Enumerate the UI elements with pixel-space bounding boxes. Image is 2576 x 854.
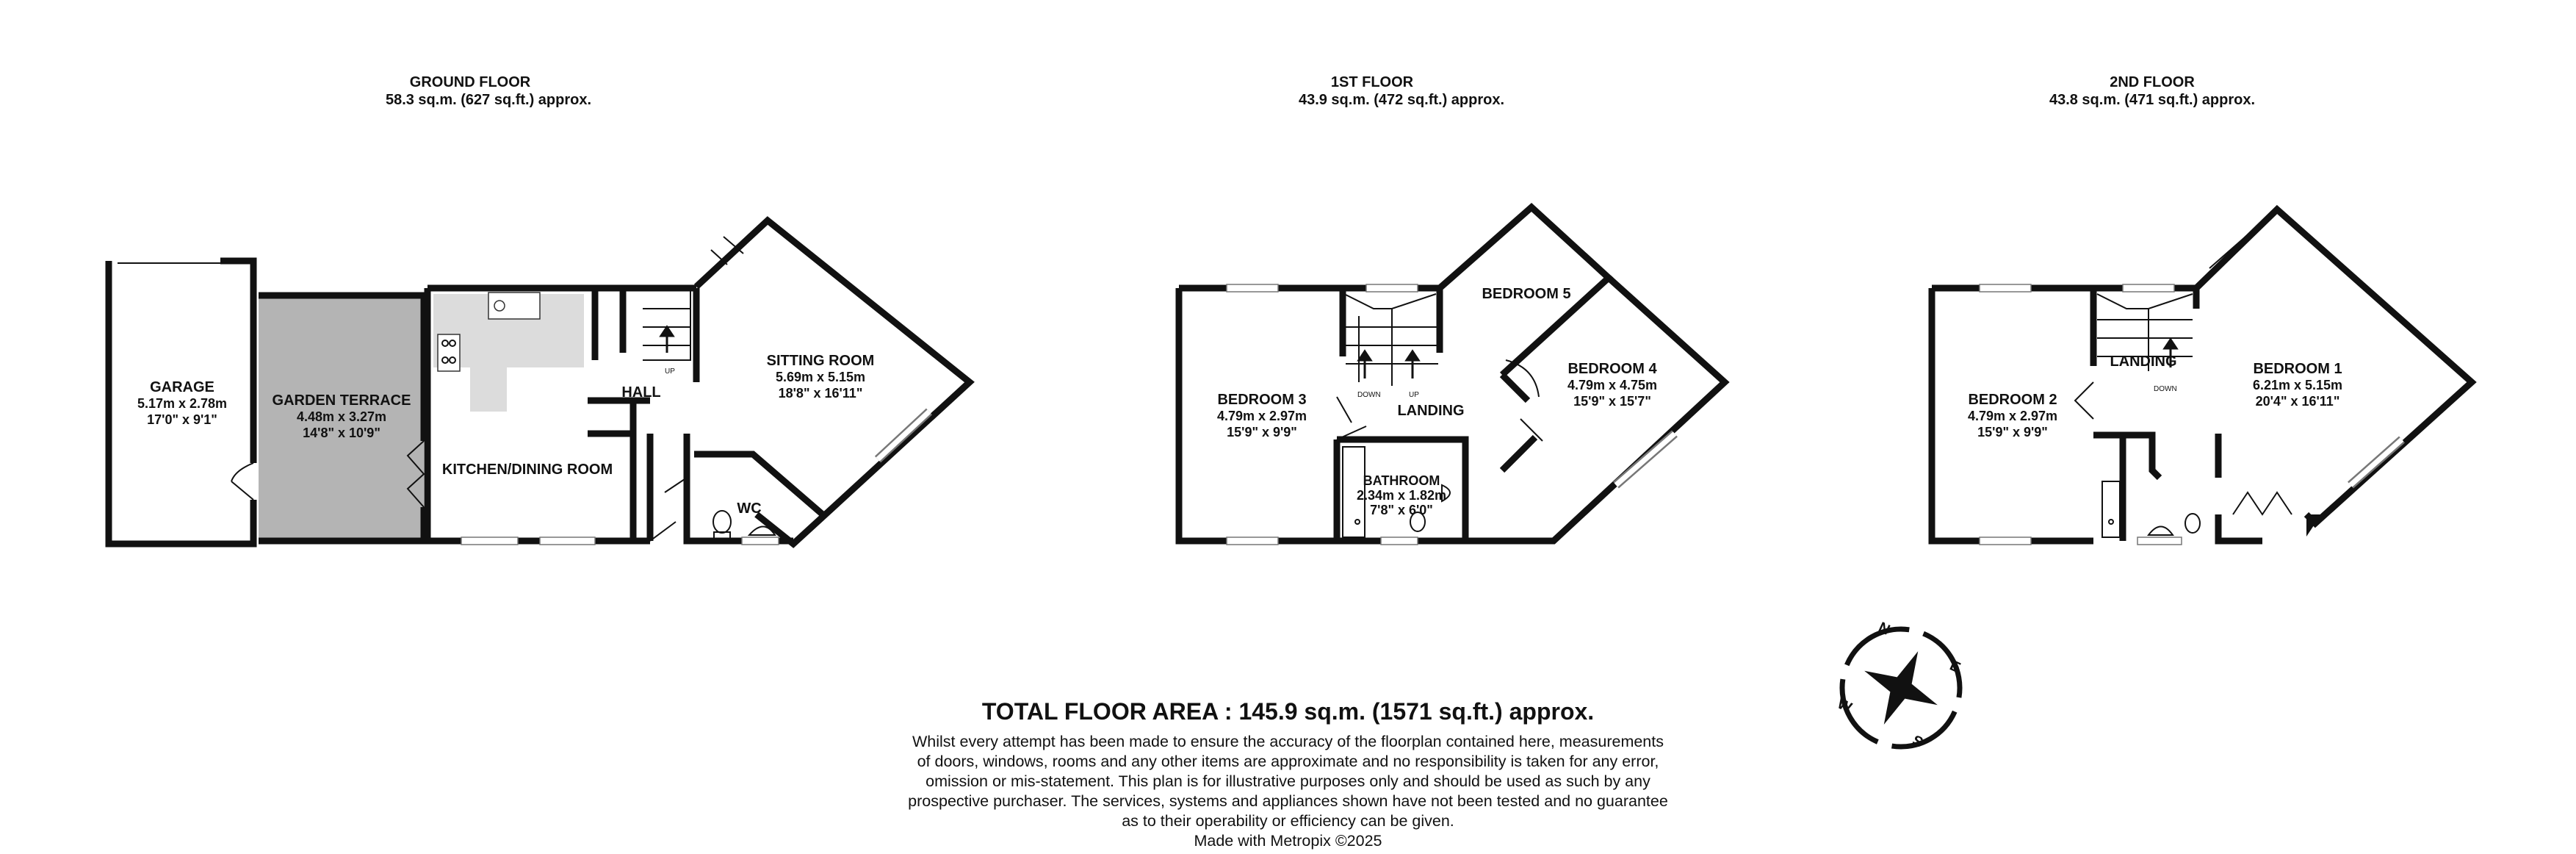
room-imperial-garage: 17'0" x 9'1" — [147, 412, 217, 427]
room-imperial-garden-terrace: 14'8" x 10'9" — [303, 426, 380, 440]
room-name-landing-first: LANDING — [1397, 403, 1465, 419]
compass-west: W — [1834, 695, 1855, 717]
compass-north: N — [1875, 619, 1893, 639]
room-metric-garage: 5.17m x 2.78m — [137, 396, 228, 411]
room-name-bedroom5: BEDROOM 5 — [1482, 286, 1571, 302]
room-name-sitting-room: SITTING ROOM — [766, 353, 875, 369]
room-metric-garden-terrace: 4.48m x 3.27m — [296, 409, 387, 424]
room-metric-sitting-room: 5.69m x 5.15m — [775, 370, 866, 384]
metropix-credit: Made with Metropix ©2025 — [1194, 832, 1382, 850]
stair-down-label: DOWN — [1357, 391, 1381, 399]
disclaimer-line: of doors, windows, rooms and any other items are approximate and no responsibility is taken for any error, — [917, 753, 1659, 770]
room-name-garage: GARAGE — [150, 379, 214, 395]
compass-south: S — [1909, 732, 1926, 752]
floor-title-second: 2ND FLOOR — [2110, 74, 2195, 90]
room-name-bedroom4: BEDROOM 4 — [1567, 361, 1657, 377]
room-imperial-bathroom: 7'8" x 6'0" — [1370, 503, 1433, 517]
disclaimer — [0, 732, 2576, 851]
disclaimer-line: as to their operability or efficiency can be given. — [1122, 812, 1454, 830]
room-name-garden-terrace: GARDEN TERRACE — [272, 392, 411, 409]
room-metric-bedroom4: 4.79m x 4.75m — [1567, 378, 1658, 392]
room-name-kitchen: KITCHEN/DINING ROOM — [441, 462, 613, 478]
disclaimer-line: Whilst every attempt has been made to ensure the accuracy of the floorplan contained here, measurements — [912, 733, 1664, 750]
room-imperial-bedroom1: 20'4" x 16'11" — [2255, 394, 2340, 409]
compass-east: E — [1947, 657, 1963, 677]
room-imperial-bedroom3: 15'9" x 9'9" — [1227, 425, 1297, 439]
floor-area-ground: 58.3 sq.m. (627 sq.ft.) approx. — [385, 92, 592, 108]
room-name-wc: WC — [737, 500, 762, 517]
room-name-bedroom3: BEDROOM 3 — [1217, 392, 1307, 408]
room-metric-bedroom1: 6.21m x 5.15m — [2252, 378, 2343, 392]
stair-up-label: UP — [665, 367, 675, 376]
room-name-bedroom1: BEDROOM 1 — [2253, 361, 2342, 377]
disclaimer-line: prospective purchaser. The services, systems and appliances shown have not been tested and no guarantee — [908, 792, 1668, 810]
floor-title-ground: GROUND FLOOR — [409, 74, 531, 90]
total-floor-area: TOTAL FLOOR AREA : 145.9 sq.m. (1571 sq.ft.) approx. — [981, 698, 1595, 725]
floor-area-first: 43.9 sq.m. (472 sq.ft.) approx. — [1298, 92, 1505, 108]
floor-title-first: 1ST FLOOR — [1330, 74, 1414, 90]
room-name-bedroom2: BEDROOM 2 — [1968, 392, 2057, 408]
hall-walls — [588, 288, 696, 541]
room-name-hall: HALL — [621, 384, 661, 401]
room-metric-bathroom: 2.34m x 1.82m — [1356, 488, 1447, 503]
disclaimer-line: omission or mis-statement. This plan is for illustrative purposes only and should be used as such by any — [926, 772, 1650, 790]
room-imperial-bedroom4: 15'9" x 15'7" — [1573, 394, 1651, 409]
room-imperial-sitting-room: 18'8" x 16'11" — [778, 386, 863, 401]
bedroom4-walls — [1465, 278, 1725, 541]
room-imperial-bedroom2: 15'9" x 9'9" — [1977, 425, 2048, 439]
compass-star-icon — [1847, 634, 1955, 742]
second-floor-plan — [1932, 209, 2472, 545]
stair-up-label-first: UP — [1409, 391, 1419, 399]
room-name-landing-second: LANDING — [2110, 354, 2177, 370]
room-metric-bedroom2: 4.79m x 2.97m — [1967, 409, 2058, 423]
room-name-bathroom: BATHROOM — [1363, 473, 1440, 488]
floor-area-second: 43.8 sq.m. (471 sq.ft.) approx. — [2049, 92, 2256, 108]
room-metric-bedroom3: 4.79m x 2.97m — [1216, 409, 1307, 423]
stair-down-label-second: DOWN — [2154, 385, 2177, 393]
